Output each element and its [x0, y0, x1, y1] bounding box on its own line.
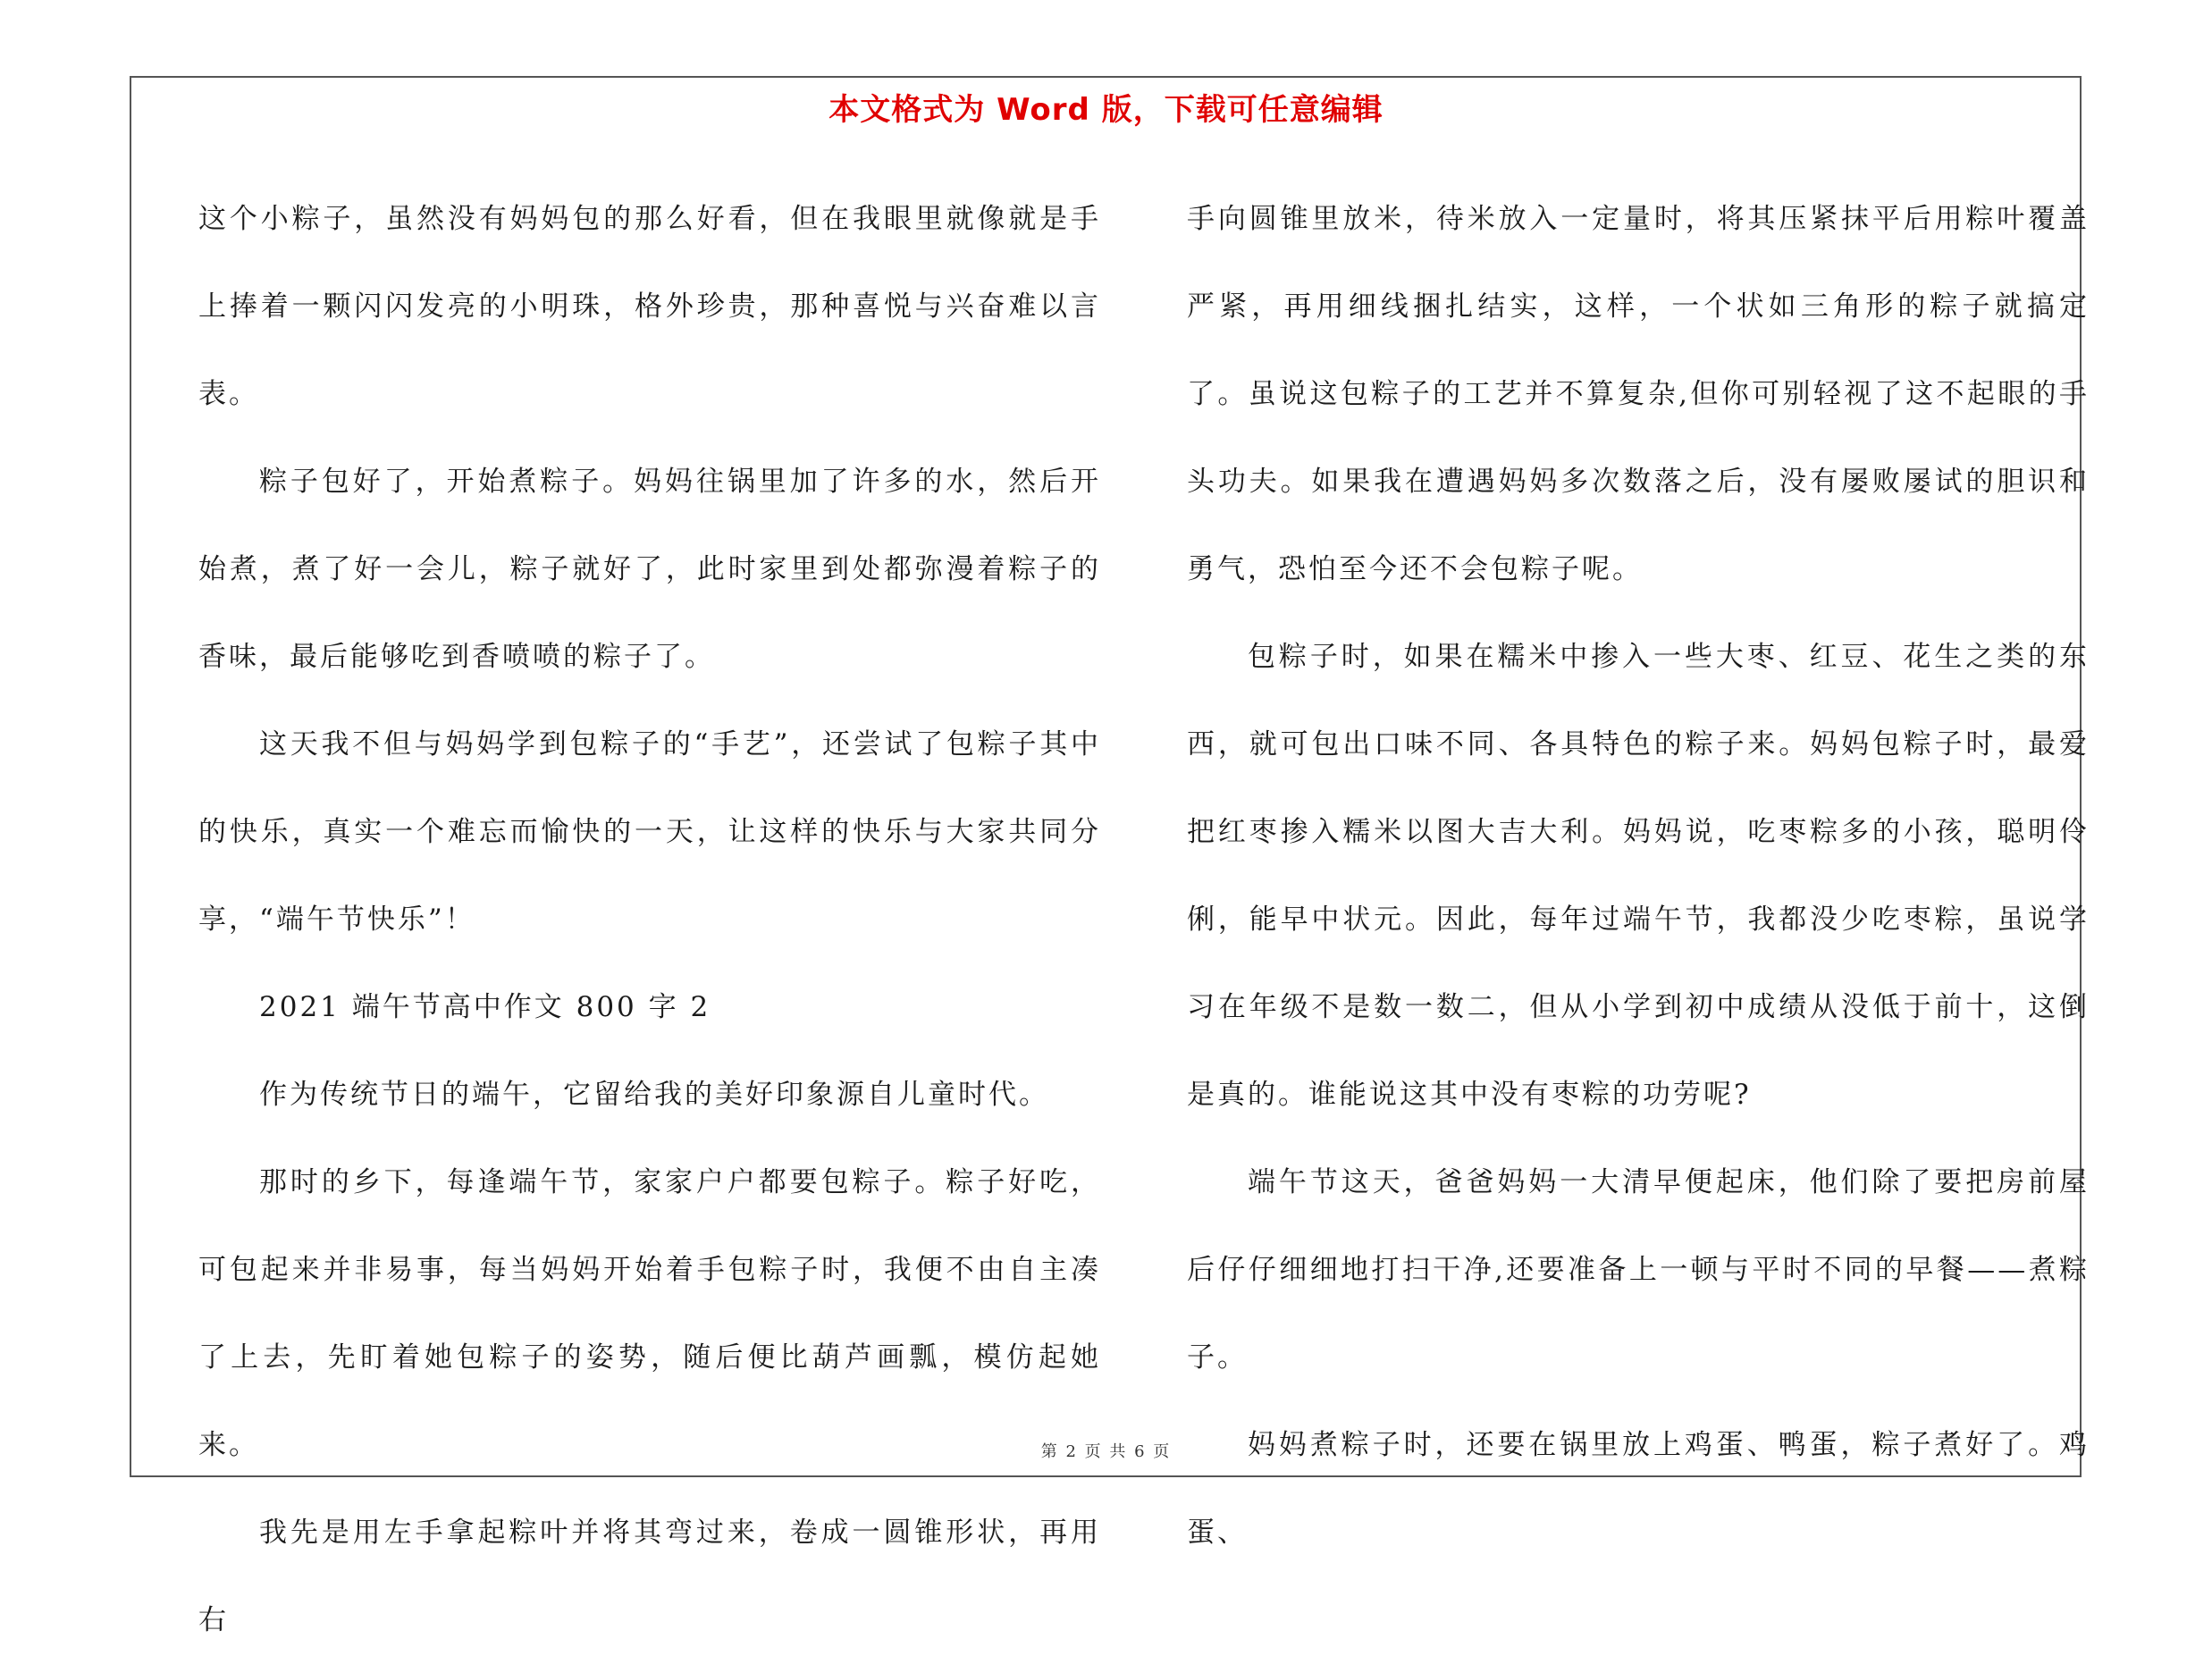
paragraph: 我先是用左手拿起粽叶并将其弯过来，卷成一圆锥形状，再用右 — [198, 1517, 1101, 1636]
paragraph: 粽子包好了，开始煮粽子。妈妈往锅里加了许多的水，然后开始煮，煮了好一会儿，粽子就好了，此时家里到处都弥漫着粽子的香味，最后能够吃到香喷喷的粽子了。 — [198, 466, 1101, 673]
paragraph: 手向圆锥里放米，待米放入一定量时，将其压紧抹平后用粽叶覆盖严紧，再用细线捆扎结实，这样，一个状如三角形的粽子就搞定了。虽说这包粽子的工艺并不算复杂,但你可别轻视了这不起眼的手头功夫。如果我在遭遇妈妈多次数落之后，没有屡败屡试的胆识和勇气，恐怕至今还不会包粽子呢。 — [1187, 203, 2090, 585]
paragraph: 作为传统节日的端午，它留给我的美好印象源自儿童时代。 — [259, 1079, 1049, 1111]
paragraph: 端午节这天，爸爸妈妈一大清早便起床，他们除了要把房前屋后仔仔细细地打扫干净,还要准备上一顿与平时不同的早餐——煮粽子。 — [1187, 1166, 2090, 1374]
word-format-banner: 本文格式为 Word 版，下载可任意编辑 — [828, 92, 1384, 128]
right-text-column — [1187, 175, 2090, 1576]
paragraph: 这天我不但与妈妈学到包粽子的“手艺”，还尝试了包粽子其中的快乐，真实一个难忘而愉快的一天，让这样的快乐与大家共同分享，“端午节快乐”！ — [198, 728, 1101, 936]
paragraph: 包粽子时，如果在糯米中掺入一些大枣、红豆、花生之类的东西，就可包出口味不同、各具特色的粽子来。妈妈包粽子时，最爱把红枣掺入糯米以图大吉大利。妈妈说，吃枣粽多的小孩，聪明伶俐，能早中状元。因此，每年过端午节，我都没少吃枣粽，虽说学习在年级不是数一数二，但从小学到初中成绩从没低于前十，这倒是真的。谁能说这其中没有枣粽的功劳呢? — [1187, 641, 2090, 1111]
paragraph: 这个小粽子，虽然没有妈妈包的那么好看，但在我眼里就像就是手上捧着一颗闪闪发亮的小明珠，格外珍贵，那种喜悦与兴奋难以言表。 — [198, 203, 1101, 410]
section-heading: 2021 端午节高中作文 800 字 2 — [259, 991, 711, 1023]
page-number: 第 2 页 共 6 页 — [1040, 1442, 1172, 1461]
paragraph: 那时的乡下，每逢端午节，家家户户都要包粽子。粽子好吃，可包起来并非易事，每当妈妈开始着手包粽子时，我便不由自主凑了上去，先盯着她包粽子的姿势，随后便比葫芦画瓢，模仿起她来。 — [198, 1166, 1101, 1461]
paragraph: 妈妈煮粽子时，还要在锅里放上鸡蛋、鸭蛋，粽子煮好了。鸡蛋、 — [1187, 1429, 2090, 1549]
